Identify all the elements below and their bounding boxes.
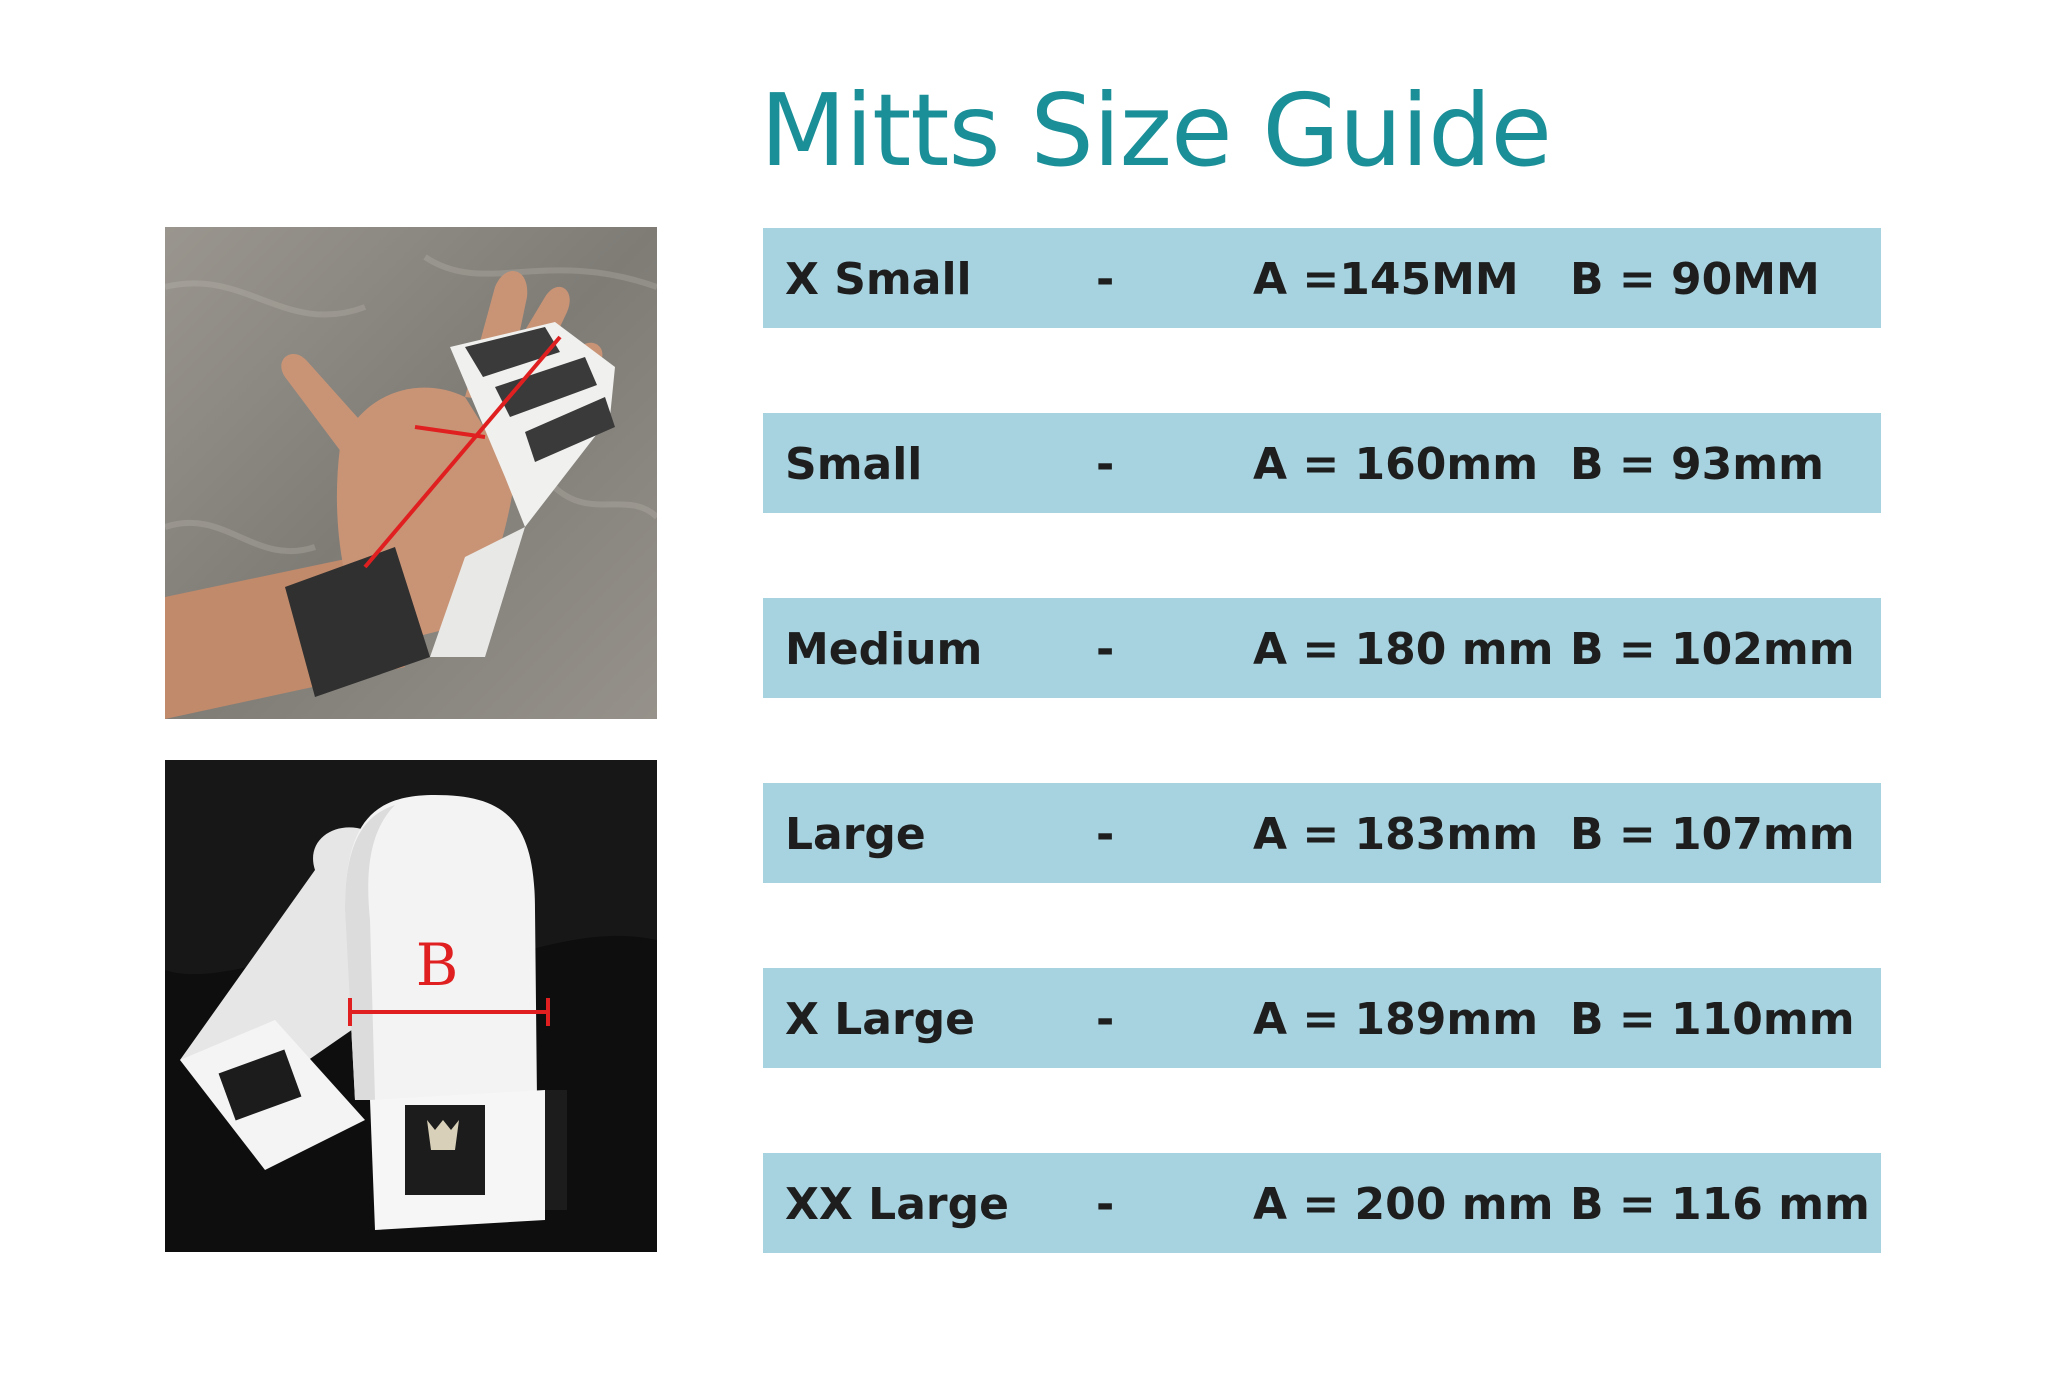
measurement-a: A = 180 mm [1253, 624, 1554, 675]
page-title: Mitts Size Guide [760, 72, 1552, 189]
size-separator: - [1096, 254, 1115, 305]
size-separator: - [1096, 439, 1115, 490]
size-row-x-large [763, 968, 1881, 1068]
size-row-medium [763, 598, 1881, 698]
size-label: X Large [785, 994, 976, 1045]
size-separator: - [1096, 624, 1115, 675]
measurement-a: A =145MM [1253, 254, 1519, 305]
size-label: XX Large [785, 1179, 1009, 1230]
measurement-b: B = 107mm [1570, 809, 1855, 860]
measurement-a: A = 189mm [1253, 994, 1539, 1045]
measurement-a: A = 183mm [1253, 809, 1539, 860]
size-separator: - [1096, 1179, 1115, 1230]
size-label: Small [785, 439, 923, 490]
measurement-a: A = 200 mm [1253, 1179, 1554, 1230]
size-row-large [763, 783, 1881, 883]
size-row-x-small [763, 228, 1881, 328]
measurement-b: B = 102mm [1570, 624, 1855, 675]
size-label: Large [785, 809, 926, 860]
mitt-label-b: B [415, 931, 459, 999]
size-row-xx-large [763, 1153, 1881, 1253]
measurement-a: A = 160mm [1253, 439, 1539, 490]
size-separator: - [1096, 994, 1115, 1045]
measurement-b: B = 93mm [1570, 439, 1824, 490]
hand-measurement-photo [165, 227, 657, 719]
measurement-b: B = 116 mm [1570, 1179, 1870, 1230]
size-row-small [763, 413, 1881, 513]
size-separator: - [1096, 809, 1115, 860]
measurement-b: B = 110mm [1570, 994, 1855, 1045]
mitt-measurement-photo [165, 760, 657, 1252]
size-label: X Small [785, 254, 972, 305]
size-label: Medium [785, 624, 983, 675]
measurement-b: B = 90MM [1570, 254, 1820, 305]
